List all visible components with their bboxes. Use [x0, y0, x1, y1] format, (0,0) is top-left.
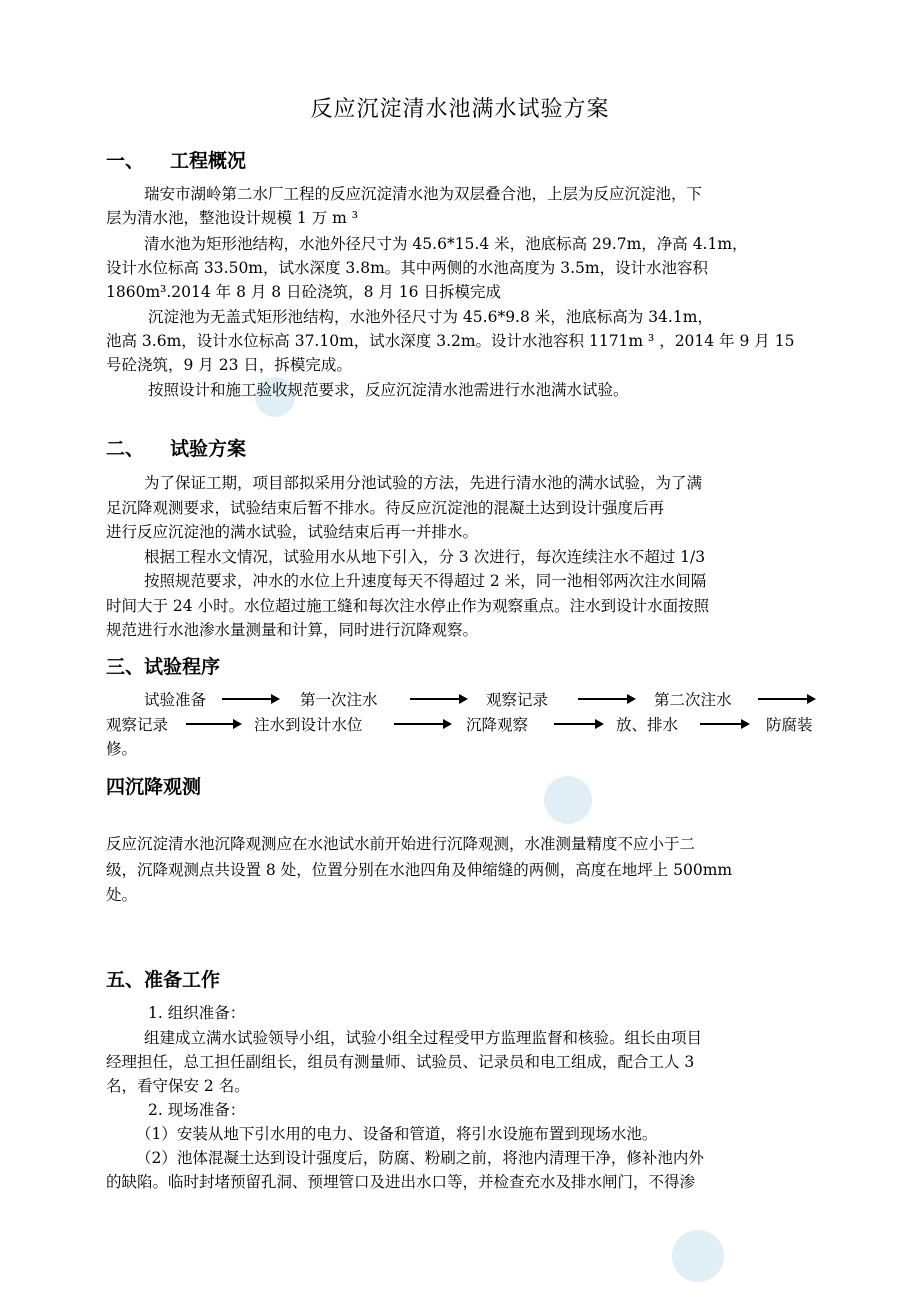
section-heading-5: 五、准备工作: [106, 969, 221, 991]
flow-arrow-icon: [700, 723, 748, 725]
flow-step: 防腐装: [766, 716, 813, 734]
flow-step: 放、排水: [616, 716, 679, 734]
paragraph-line: 组建成立满水试验领导小组，试验小组全过程受甲方监理监督和核验。组长由项目: [144, 1029, 703, 1047]
paragraph-line: 时间大于 24 小时。水位超过施工缝和每次注水停止作为观察重点。注水到设计水面按照: [106, 597, 710, 615]
paragraph-line: 的缺陷。临时封堵预留孔洞、预埋管口及进出水口等，并检查充水及排水闸门，不得渗: [106, 1173, 696, 1191]
paragraph-line: 层为清水池，整池设计规模 1 万 m ³: [106, 209, 358, 227]
flow-arrow-icon: [578, 698, 634, 700]
paragraph-line: （1）安装从地下引水用的电力、设备和管道，将引水设施布置到现场水池。: [136, 1125, 658, 1143]
paragraph-line: 经理担任，总工担任副组长，组员有测量师、试验员、记录员和电工组成，配合工人 3: [106, 1053, 695, 1071]
section-heading-4: 四沉降观测: [106, 776, 202, 798]
paragraph-line: 瑞安市湖岭第二水厂工程的反应沉淀清水池为双层叠合池，上层为反应沉淀池，下: [144, 185, 703, 203]
sub-heading: 1. 组织准备：: [148, 1004, 246, 1022]
section-label: 试验方案: [170, 438, 247, 460]
paragraph-line: 处。: [106, 886, 138, 904]
paragraph-line: 反应沉淀清水池沉降观测应在水池试水前开始进行沉降观测，水准测量精度不应小于二: [106, 835, 696, 853]
flow-arrow-icon: [186, 723, 240, 725]
paragraph-line: 足沉降观测要求，试验结束后暂不排水。待反应沉淀池的混凝土达到设计强度后再: [106, 499, 665, 517]
section-label: 工程概况: [170, 150, 247, 172]
paragraph-line: 号砼浇筑，9 月 23 日，拆模完成。: [106, 356, 352, 374]
paragraph-line: 规范进行水池渗水量测量和计算，同时进行沉降观察。: [106, 621, 479, 639]
flow-arrow-icon: [554, 723, 602, 725]
flow-arrow-icon: [410, 698, 466, 700]
paragraph-line: 进行反应沉淀池的满水试验，试验结束后再一并排水。: [106, 523, 479, 541]
paragraph-line: 池高 3.6m，设计水位标高 37.10m，试水深度 3.2m。设计水池容积 1171m ³ ，2014 年 9 月 15: [106, 332, 795, 350]
paragraph-line: 按照规范要求，冲水的水位上升速度每天不得超过 2 米，同一池相邻两次注水间隔: [144, 572, 707, 590]
paragraph-line: （2）池体混凝土达到设计强度后，防腐、粉刷之前，将池内清理干净，修补池内外: [136, 1149, 704, 1167]
flow-step: 注水到设计水位: [254, 716, 363, 734]
document-title: 反应沉淀清水池满水试验方案: [310, 97, 610, 122]
flow-step: 观察记录: [106, 716, 169, 734]
paragraph-line: 按照设计和施工验收规范要求，反应沉淀清水池需进行水池满水试验。: [148, 381, 629, 399]
flow-arrow-icon: [222, 698, 278, 700]
flow-step: 观察记录: [486, 691, 549, 709]
paragraph-line: 沉淀池为无盖式矩形池结构，水池外径尺寸为 45.6*9.8 米，池底标高为 34.1m，: [148, 308, 713, 326]
flow-step: 沉降观察: [466, 716, 529, 734]
section-heading-3: 三、试验程序: [106, 656, 221, 678]
flow-step: 第二次注水: [654, 691, 732, 709]
paragraph-line: 根据工程水文情况，试验用水从地下引入，分 3 次进行，每次连续注水不超过 1/3: [144, 548, 706, 566]
watermark-snowflake-icon: [540, 772, 596, 828]
flow-step: 修。: [106, 740, 138, 758]
paragraph-line: 清水池为矩形池结构，水池外径尺寸为 45.6*15.4 米，池底标高 29.7m，净高 4.1m，: [144, 235, 748, 253]
flow-arrow-icon: [394, 723, 450, 725]
section-number: 二、: [106, 438, 145, 460]
paragraph-line: 设计水位标高 33.50m，试水深度 3.8m。其中两侧的水池高度为 3.5m，设计水池容积: [106, 259, 709, 277]
section-heading-1: [106, 146, 246, 173]
flow-arrow-icon: [758, 698, 814, 700]
paragraph-line: 1860m³.2014 年 8 月 8 日砼浇筑，8 月 16 日拆模完成: [106, 283, 501, 301]
paragraph-line: 级，沉降观测点共设置 8 处，位置分别在水池四角及伸缩缝的两侧，高度在地坪上 500mm: [106, 861, 733, 879]
section-number: 一、: [106, 150, 145, 172]
flow-step: 第一次注水: [300, 691, 378, 709]
paragraph-line: 名，看守保安 2 名。: [106, 1077, 250, 1095]
watermark-snowflake-icon: [668, 1226, 728, 1286]
section-heading-2: [106, 434, 246, 461]
sub-heading: 2. 现场准备：: [148, 1101, 246, 1119]
paragraph-line: 为了保证工期，项目部拟采用分池试验的方法，先进行清水池的满水试验，为了满: [144, 474, 703, 492]
flow-step: 试验准备: [144, 691, 207, 709]
